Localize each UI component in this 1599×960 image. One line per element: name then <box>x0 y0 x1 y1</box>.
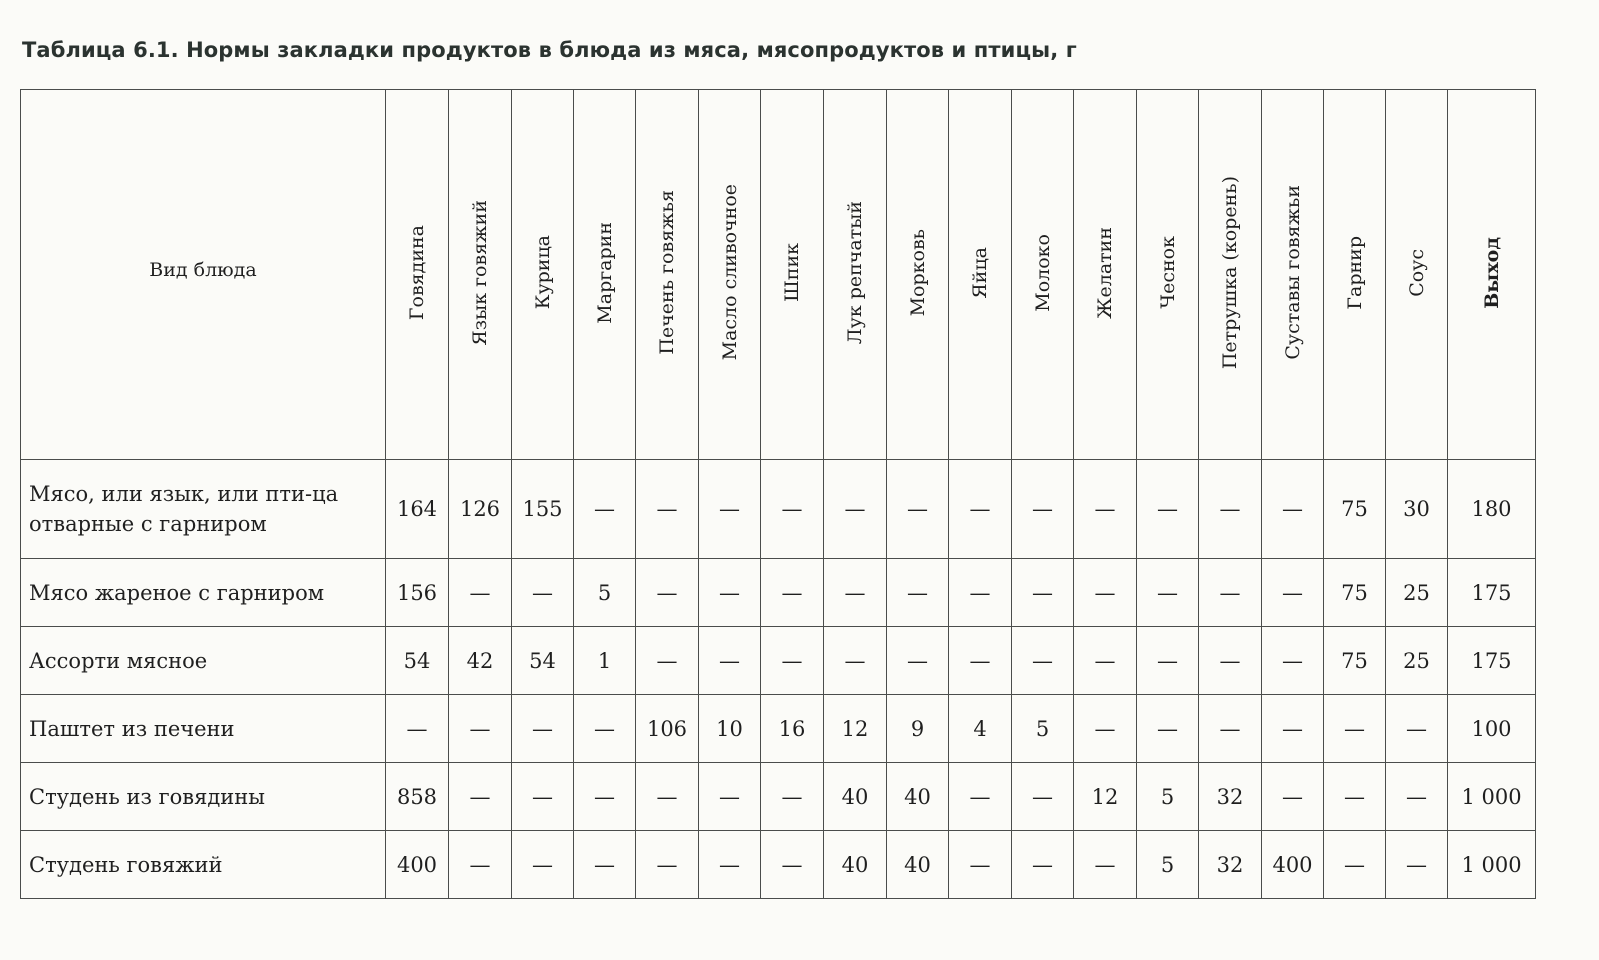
column-header-label: Соус <box>1405 248 1428 297</box>
table-row <box>21 695 1536 763</box>
value-cell: 1 000 <box>1448 763 1536 831</box>
value-cell: — <box>1199 695 1262 763</box>
column-header <box>1262 90 1324 460</box>
value-cell: — <box>1012 559 1074 627</box>
value-cell: — <box>949 627 1012 695</box>
value-cell: 75 <box>1324 559 1386 627</box>
value-cell: — <box>699 627 761 695</box>
value-cell: 155 <box>512 460 574 559</box>
value-cell: 54 <box>386 627 449 695</box>
value-cell: — <box>1074 831 1137 899</box>
norms-table <box>20 89 1536 899</box>
value-cell: — <box>1262 695 1324 763</box>
value-cell: — <box>636 460 699 559</box>
value-cell: — <box>887 460 949 559</box>
column-header <box>386 90 449 460</box>
value-cell: — <box>949 460 1012 559</box>
value-cell: — <box>512 763 574 831</box>
value-cell: — <box>824 559 887 627</box>
value-cell: 32 <box>1199 831 1262 899</box>
dish-name-cell: Мясо жареное с гарниром <box>21 559 386 627</box>
value-cell: 75 <box>1324 627 1386 695</box>
value-cell: — <box>574 695 636 763</box>
dish-name-cell: Паштет из печени <box>21 695 386 763</box>
column-header <box>1012 90 1074 460</box>
column-header-label: Гарнир <box>1343 235 1366 310</box>
value-cell: 126 <box>449 460 512 559</box>
value-cell: — <box>949 559 1012 627</box>
value-cell: — <box>1012 763 1074 831</box>
value-cell: 40 <box>887 831 949 899</box>
value-cell: — <box>761 831 824 899</box>
table-row <box>21 559 1536 627</box>
value-cell: — <box>574 460 636 559</box>
value-cell: — <box>949 763 1012 831</box>
value-cell: — <box>1199 460 1262 559</box>
value-cell: — <box>824 460 887 559</box>
column-header <box>761 90 824 460</box>
column-header <box>887 90 949 460</box>
value-cell: — <box>386 695 449 763</box>
table-row <box>21 627 1536 695</box>
value-cell: — <box>1137 695 1199 763</box>
value-cell: — <box>512 695 574 763</box>
value-cell: — <box>1386 831 1448 899</box>
value-cell: — <box>1137 627 1199 695</box>
value-cell: 12 <box>1074 763 1137 831</box>
value-cell: 1 000 <box>1448 831 1536 899</box>
value-cell: — <box>449 831 512 899</box>
column-header-label: Масло сливочное <box>718 184 741 361</box>
dish-name-cell: Мясо, или язык, или пти-ца отварные с гарниром <box>21 460 386 559</box>
table-body <box>21 460 1536 899</box>
column-header-label: Лук репчатый <box>844 200 866 345</box>
value-cell: — <box>1012 460 1074 559</box>
value-cell: — <box>1386 695 1448 763</box>
value-cell: — <box>949 831 1012 899</box>
column-header <box>449 90 512 460</box>
value-cell: 12 <box>824 695 887 763</box>
value-cell: — <box>636 559 699 627</box>
column-header-label: Суставы говяжьи <box>1281 185 1304 360</box>
value-cell: — <box>1074 460 1137 559</box>
value-cell: 10 <box>699 695 761 763</box>
column-header-label: Шпик <box>781 243 803 302</box>
column-header <box>1386 90 1448 460</box>
value-cell: 400 <box>1262 831 1324 899</box>
value-cell: — <box>1262 627 1324 695</box>
value-cell: 5 <box>574 559 636 627</box>
dish-column-header: Вид блюда <box>21 90 386 460</box>
column-header <box>699 90 761 460</box>
value-cell: 858 <box>386 763 449 831</box>
value-cell: 75 <box>1324 460 1386 559</box>
table-row <box>21 460 1536 559</box>
value-cell: — <box>699 460 761 559</box>
value-cell: — <box>761 763 824 831</box>
value-cell: — <box>1074 627 1137 695</box>
column-header-label: Чеснок <box>1156 236 1179 309</box>
value-cell: 5 <box>1137 763 1199 831</box>
value-cell: 40 <box>824 763 887 831</box>
value-cell: — <box>699 763 761 831</box>
value-cell: 400 <box>386 831 449 899</box>
value-cell: — <box>1324 695 1386 763</box>
value-cell: 30 <box>1386 460 1448 559</box>
column-header <box>824 90 887 460</box>
column-header <box>636 90 699 460</box>
output-column-header <box>1448 90 1536 460</box>
value-cell: — <box>1137 559 1199 627</box>
value-cell: 5 <box>1137 831 1199 899</box>
table-row <box>21 763 1536 831</box>
value-cell: 156 <box>386 559 449 627</box>
value-cell: — <box>1199 627 1262 695</box>
value-cell: 100 <box>1448 695 1536 763</box>
value-cell: — <box>1199 559 1262 627</box>
value-cell: — <box>699 559 761 627</box>
value-cell: — <box>887 627 949 695</box>
dish-name-cell: Студень говяжий <box>21 831 386 899</box>
value-cell: — <box>824 627 887 695</box>
value-cell: 16 <box>761 695 824 763</box>
column-header <box>1199 90 1262 460</box>
table-title: Таблица 6.1. Нормы закладки продуктов в блюда из мяса, мясопродуктов и птицы, г <box>22 38 1077 62</box>
value-cell: 4 <box>949 695 1012 763</box>
value-cell: 54 <box>512 627 574 695</box>
value-cell: 42 <box>449 627 512 695</box>
value-cell: — <box>1324 831 1386 899</box>
value-cell: — <box>636 763 699 831</box>
value-cell: — <box>636 627 699 695</box>
value-cell: — <box>449 763 512 831</box>
column-header <box>512 90 574 460</box>
column-header-label: Яйца <box>969 246 991 299</box>
column-header-label: Курица <box>531 235 554 310</box>
value-cell: — <box>1012 627 1074 695</box>
column-header-label: Желатин <box>1094 226 1116 319</box>
value-cell: — <box>1074 695 1137 763</box>
value-cell: 175 <box>1448 627 1536 695</box>
value-cell: — <box>1386 763 1448 831</box>
value-cell: — <box>512 559 574 627</box>
value-cell: 40 <box>887 763 949 831</box>
value-cell: — <box>449 695 512 763</box>
value-cell: — <box>761 559 824 627</box>
value-cell: — <box>887 559 949 627</box>
column-header <box>949 90 1012 460</box>
value-cell: 40 <box>824 831 887 899</box>
column-header-label: Морковь <box>906 228 929 317</box>
column-header-label: Молоко <box>1031 233 1054 312</box>
value-cell: 25 <box>1386 559 1448 627</box>
column-header <box>1324 90 1386 460</box>
column-header-label: Маргарин <box>593 221 616 324</box>
value-cell: 164 <box>386 460 449 559</box>
value-cell: 106 <box>636 695 699 763</box>
column-header <box>574 90 636 460</box>
value-cell: 9 <box>887 695 949 763</box>
column-header-label: Выход <box>1480 236 1503 309</box>
table-row <box>21 831 1536 899</box>
value-cell: — <box>574 831 636 899</box>
value-cell: — <box>699 831 761 899</box>
value-cell: — <box>574 763 636 831</box>
value-cell: — <box>1324 763 1386 831</box>
column-header <box>1137 90 1199 460</box>
value-cell: 32 <box>1199 763 1262 831</box>
value-cell: — <box>1262 559 1324 627</box>
value-cell: — <box>761 627 824 695</box>
column-header-label: Печень говяжья <box>656 190 678 355</box>
value-cell: — <box>1012 831 1074 899</box>
value-cell: 180 <box>1448 460 1536 559</box>
value-cell: — <box>1262 460 1324 559</box>
value-cell: — <box>761 460 824 559</box>
value-cell: 175 <box>1448 559 1536 627</box>
value-cell: — <box>636 831 699 899</box>
value-cell: — <box>1262 763 1324 831</box>
value-cell: — <box>1074 559 1137 627</box>
value-cell: 25 <box>1386 627 1448 695</box>
dish-name-cell: Ассорти мясное <box>21 627 386 695</box>
value-cell: — <box>1137 460 1199 559</box>
dish-name-cell: Студень из говядины <box>21 763 386 831</box>
column-header-label: Петрушка (корень) <box>1219 175 1241 370</box>
header-row <box>21 90 1536 460</box>
value-cell: — <box>512 831 574 899</box>
value-cell: — <box>449 559 512 627</box>
value-cell: 1 <box>574 627 636 695</box>
column-header <box>1074 90 1137 460</box>
value-cell: 5 <box>1012 695 1074 763</box>
column-header-label: Язык говяжий <box>469 199 491 346</box>
column-header-label: Говядина <box>406 224 428 321</box>
